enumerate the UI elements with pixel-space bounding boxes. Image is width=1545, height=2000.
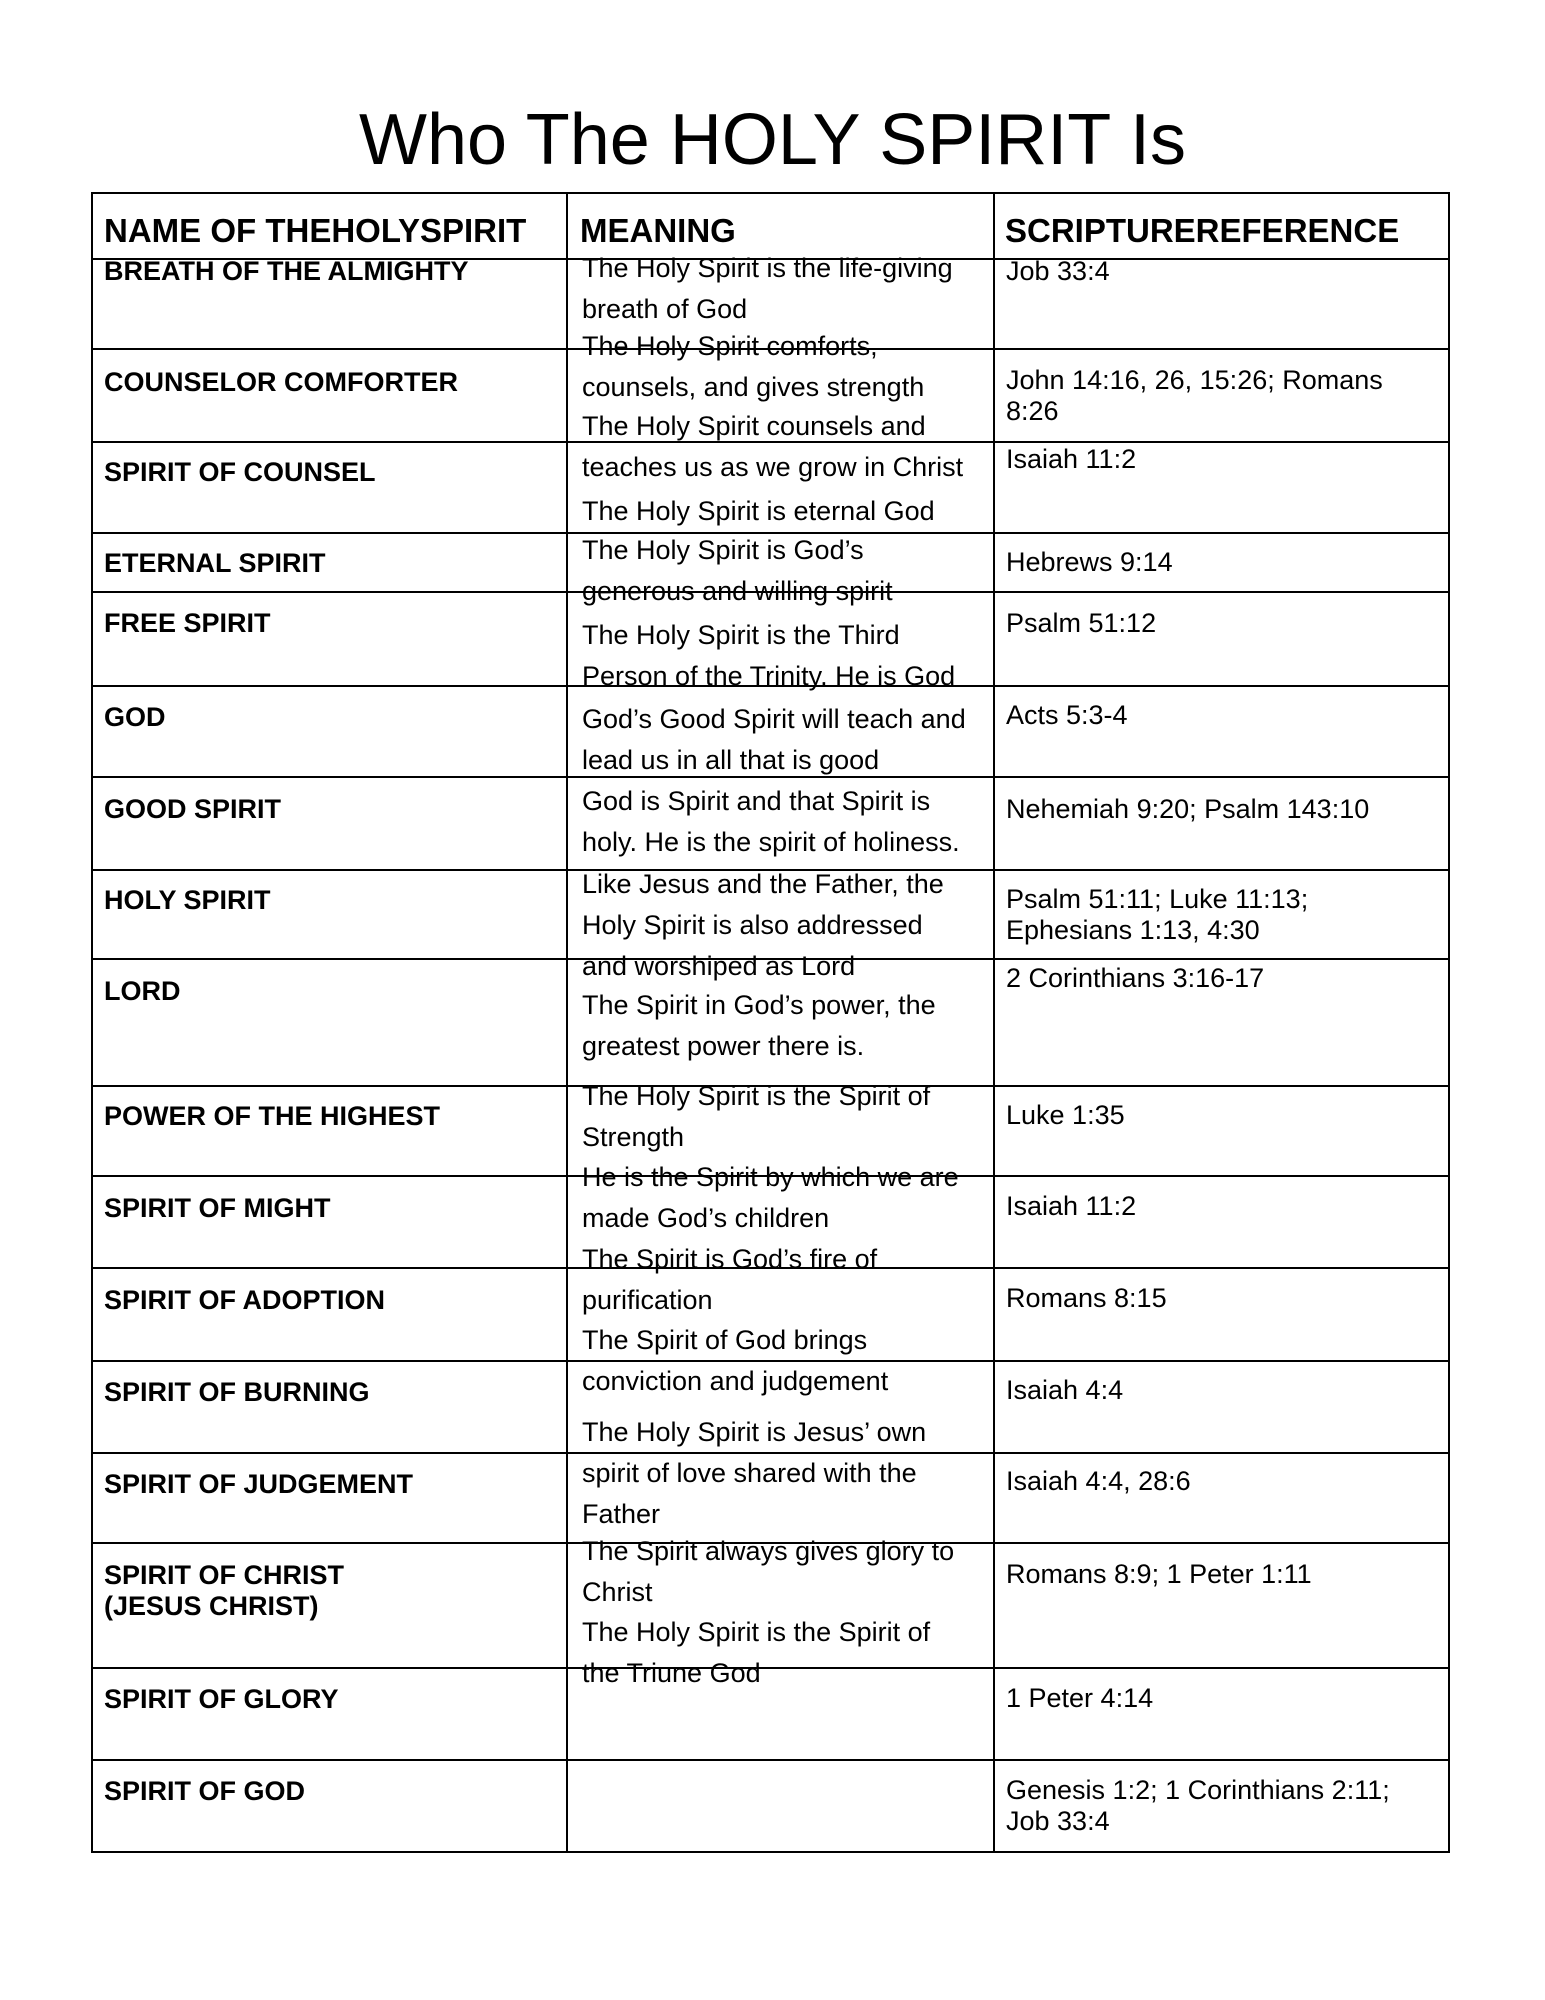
- meaning-cell: The Holy Spirit is the Spirit of Strength: [582, 1081, 931, 1152]
- reference-cell: Isaiah 4:4, 28:6: [1006, 1466, 1191, 1496]
- name-cell: SPIRIT OF CHRIST (JESUS CHRIST): [104, 1560, 345, 1621]
- reference-cell: Psalm 51:11; Luke 11:13; Ephesians 1:13, 4:30: [1006, 884, 1309, 945]
- name-cell: SPIRIT OF GOD: [104, 1776, 306, 1806]
- reference-cell: Isaiah 4:4: [1006, 1375, 1124, 1405]
- name-cell: LORD: [104, 976, 181, 1006]
- name-cell: GOOD SPIRIT: [104, 794, 282, 824]
- table-rule: [91, 1759, 1450, 1761]
- reference-cell: Genesis 1:2; 1 Corinthians 2:11; Job 33:4: [1006, 1775, 1390, 1836]
- meaning-cell: The Spirit is God’s fire of purification: [582, 1244, 878, 1315]
- reference-cell: Psalm 51:12: [1006, 608, 1157, 638]
- reference-cell: Job 33:4: [1006, 256, 1110, 286]
- reference-cell: Acts 5:3-4: [1006, 700, 1128, 730]
- meaning-cell: The Holy Spirit is God’s generous and willing spirit: [582, 535, 893, 606]
- reference-cell: 2 Corinthians 3:16-17: [1006, 963, 1265, 993]
- name-cell: BREATH OF THE ALMIGHTY: [104, 256, 469, 286]
- meaning-cell: The Holy Spirit is the Third Person of the Trinity. He is God: [582, 620, 956, 691]
- name-cell: SPIRIT OF BURNING: [104, 1377, 370, 1407]
- name-cell: FREE SPIRIT: [104, 608, 271, 638]
- name-cell: SPIRIT OF GLORY: [104, 1684, 339, 1714]
- header-meaning: MEANING: [580, 212, 736, 249]
- name-cell: SPIRIT OF COUNSEL: [104, 457, 376, 487]
- meaning-cell: The Holy Spirit is eternal God: [582, 496, 935, 526]
- name-cell: SPIRIT OF ADOPTION: [104, 1285, 386, 1315]
- reference-cell: Isaiah 11:2: [1006, 444, 1137, 474]
- reference-cell: Isaiah 11:2: [1006, 1191, 1137, 1221]
- name-cell: HOLY SPIRIT: [104, 885, 271, 915]
- meaning-cell: The Spirit of God brings conviction and judgement: [582, 1325, 889, 1396]
- name-cell: COUNSELOR COMFORTER: [104, 367, 458, 397]
- table-rule: [91, 192, 1450, 194]
- meaning-cell: The Holy Spirit is the Spirit of the Triune God: [582, 1617, 931, 1688]
- table-rule: [91, 1851, 1450, 1853]
- name-cell: GOD: [104, 702, 166, 732]
- meaning-cell: The Holy Spirit is Jesus’ own spirit of love shared with the Father: [582, 1417, 927, 1529]
- reference-cell: Hebrews 9:14: [1006, 547, 1173, 577]
- meaning-cell: The Holy Spirit counsels and teaches us as we grow in Christ: [582, 411, 964, 482]
- meaning-cell: He is the Spirit by which we are made God’s children: [582, 1162, 959, 1233]
- meaning-cell: The Spirit in God’s power, the greatest power there is.: [582, 990, 936, 1061]
- name-cell: POWER OF THE HIGHEST: [104, 1101, 441, 1131]
- meaning-cell: The Holy Spirit comforts, counsels, and gives strength: [582, 331, 925, 402]
- name-cell: SPIRIT OF JUDGEMENT: [104, 1469, 414, 1499]
- meaning-cell: Like Jesus and the Father, the Holy Spirit is also addressed and worshiped as Lord: [582, 869, 944, 981]
- reference-cell: Romans 8:9; 1 Peter 1:11: [1006, 1559, 1312, 1589]
- meaning-cell: The Spirit always gives glory to Christ: [582, 1536, 955, 1607]
- meaning-cell: God is Spirit and that Spirit is holy. He is the spirit of holiness.: [582, 786, 960, 857]
- reference-cell: Romans 8:15: [1006, 1283, 1167, 1313]
- name-cell: ETERNAL SPIRIT: [104, 548, 326, 578]
- reference-cell: Luke 1:35: [1006, 1100, 1125, 1130]
- reference-cell: Nehemiah 9:20; Psalm 143:10: [1006, 794, 1370, 824]
- header-reference: SCRIPTUREREFERENCE: [1005, 212, 1400, 249]
- reference-cell: John 14:16, 26, 15:26; Romans 8:26: [1006, 365, 1383, 426]
- page-title: Who The HOLY SPIRIT Is: [359, 100, 1186, 180]
- meaning-cell: God’s Good Spirit will teach and lead us in all that is good: [582, 704, 966, 775]
- reference-cell: 1 Peter 4:14: [1006, 1683, 1154, 1713]
- name-cell: SPIRIT OF MIGHT: [104, 1193, 331, 1223]
- meaning-cell: The Holy Spirit is the life-giving breath of God: [582, 253, 953, 324]
- header-name: NAME OF THEHOLYSPIRIT: [104, 212, 527, 249]
